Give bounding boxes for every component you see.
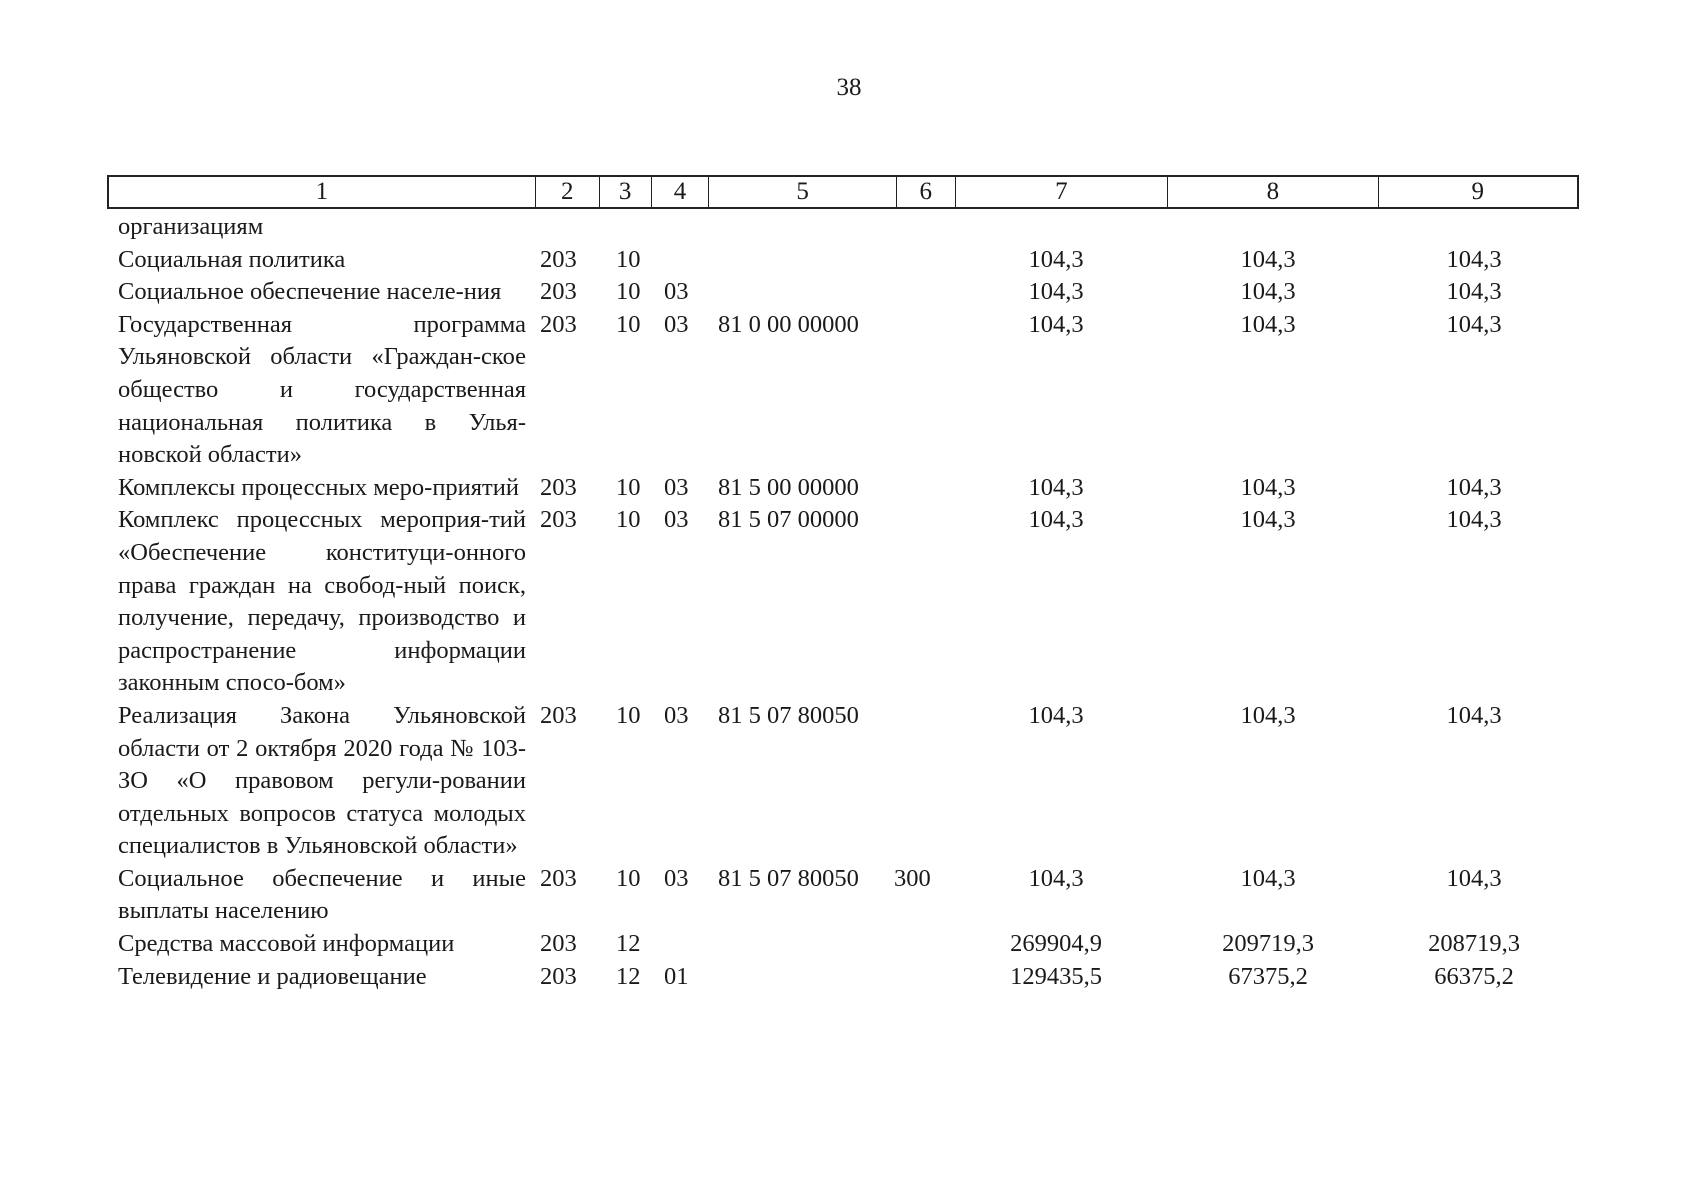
- table-row: [118, 863, 1580, 928]
- cell-col-5: [710, 928, 892, 961]
- cell-col-2: 203: [540, 930, 577, 958]
- cell-col-3: 12: [616, 962, 641, 990]
- cell-col-6: [892, 472, 950, 505]
- cell-col-4: 01: [664, 962, 689, 990]
- header-col-8: 8: [1168, 177, 1378, 207]
- cell-col-3: 10: [616, 506, 641, 534]
- cell-col-4: [658, 928, 710, 961]
- cell-col-2: 203: [540, 245, 577, 273]
- cell-col-3: 10: [616, 864, 641, 892]
- cell-col-9: 104,3: [1446, 278, 1502, 306]
- cell-col-3: [612, 211, 658, 244]
- cell-col-2: 203: [540, 864, 577, 892]
- row-name: Социальная политика: [118, 245, 346, 273]
- cell-col-8: 67375,2: [1228, 962, 1308, 990]
- cell-col-8: [1162, 211, 1374, 244]
- cell-col-5: 81 5 07 00000: [718, 506, 859, 534]
- cell-col-6: [892, 700, 950, 863]
- cell-col-2: 203: [540, 506, 577, 534]
- cell-col-5: 81 5 07 80050: [718, 864, 859, 892]
- row-name: организациям: [118, 213, 264, 240]
- cell-col-3: 10: [616, 245, 641, 273]
- cell-col-2: 203: [540, 310, 577, 338]
- row-name: Телевидение и радиовещание: [118, 962, 427, 990]
- cell-col-6: [892, 504, 950, 700]
- cell-col-4: 03: [664, 278, 689, 306]
- row-name: Комплексы процессных меро-приятий: [118, 473, 519, 501]
- cell-col-5: 81 5 00 00000: [718, 473, 859, 501]
- header-col-1: 1: [109, 177, 536, 207]
- table-row: [118, 700, 1580, 863]
- row-name: Средства массовой информации: [118, 930, 455, 958]
- table-row: [118, 928, 1580, 961]
- table-row: [118, 472, 1580, 505]
- cell-col-7: 269904,9: [1010, 930, 1102, 958]
- cell-col-5: [710, 961, 892, 994]
- table-row: [118, 276, 1580, 309]
- header-col-7: 7: [956, 177, 1168, 207]
- cell-col-7: 104,3: [1028, 473, 1084, 501]
- cell-col-5: [710, 211, 892, 244]
- table-row: [118, 211, 1580, 244]
- header-col-5: 5: [709, 177, 896, 207]
- cell-col-9: [1374, 211, 1574, 244]
- cell-col-9: 66375,2: [1434, 962, 1514, 990]
- table-row: [118, 504, 1580, 700]
- cell-col-9: 104,3: [1446, 245, 1502, 273]
- cell-col-7: 104,3: [1028, 506, 1084, 534]
- row-name: Реализация Закона Ульяновской области от 2 октября 2020 года № 103-ЗО «О правовом регули-ровании отдельных вопросов статуса молодых специалистов в Ульяновской области»: [118, 701, 526, 860]
- row-name: Социальное обеспечение населе-ния: [118, 278, 502, 306]
- cell-col-2: 203: [540, 278, 577, 306]
- cell-col-3: 10: [616, 701, 641, 729]
- cell-col-6: [892, 928, 950, 961]
- cell-col-7: [950, 211, 1162, 244]
- page-number: 38: [836, 74, 862, 101]
- cell-col-9: 104,3: [1446, 701, 1502, 729]
- cell-col-3: 10: [616, 278, 641, 306]
- cell-col-2: 203: [540, 701, 577, 729]
- cell-col-8: 104,3: [1240, 278, 1296, 306]
- cell-col-3: 10: [616, 310, 641, 338]
- cell-col-9: 104,3: [1446, 310, 1502, 338]
- cell-col-4: 03: [664, 506, 689, 534]
- cell-col-2: [540, 211, 612, 244]
- cell-col-6: [892, 211, 950, 244]
- cell-col-9: 104,3: [1446, 864, 1502, 892]
- cell-col-4: 03: [664, 473, 689, 501]
- cell-col-2: 203: [540, 473, 577, 501]
- cell-col-9: 208719,3: [1428, 930, 1520, 958]
- cell-col-8: 104,3: [1240, 864, 1296, 892]
- cell-col-4: 03: [664, 701, 689, 729]
- cell-col-5: [710, 276, 892, 309]
- cell-col-7: 104,3: [1028, 701, 1084, 729]
- header-col-9: 9: [1471, 178, 1484, 205]
- cell-col-4: [658, 211, 710, 244]
- cell-col-8: 104,3: [1240, 310, 1296, 338]
- table-row: [118, 309, 1580, 472]
- cell-col-2: 203: [540, 962, 577, 990]
- cell-col-7: 104,3: [1028, 278, 1084, 306]
- table-row: [118, 961, 1580, 994]
- cell-col-8: 104,3: [1240, 473, 1296, 501]
- cell-col-6: [892, 276, 950, 309]
- cell-col-3: 12: [616, 930, 641, 958]
- cell-col-6: [892, 244, 950, 277]
- cell-col-8: 209719,3: [1222, 930, 1314, 958]
- header-col-2: 2: [536, 177, 600, 207]
- cell-col-4: 03: [664, 310, 689, 338]
- cell-col-3: 10: [616, 473, 641, 501]
- header-col-4: 4: [652, 177, 710, 207]
- cell-col-8: 104,3: [1240, 701, 1296, 729]
- row-name: Социальное обеспечение и иные выплаты населению: [118, 864, 526, 925]
- cell-col-4: [658, 244, 710, 277]
- cell-col-9: 104,3: [1446, 473, 1502, 501]
- row-name: Комплекс процессных мероприя-тий «Обеспечение конституци-онного права граждан на свобод-ный поиск, получение, передачу, производство и распространение информации законным спосо-бом»: [118, 506, 526, 697]
- cell-col-6: 300: [894, 864, 931, 892]
- cell-col-9: 104,3: [1446, 506, 1502, 534]
- table-header: [107, 175, 1579, 209]
- cell-col-4: 03: [664, 864, 689, 892]
- cell-col-6: [892, 961, 950, 994]
- table-row: [118, 244, 1580, 277]
- cell-col-7: 104,3: [1028, 245, 1084, 273]
- cell-col-8: 104,3: [1240, 506, 1296, 534]
- cell-col-7: 104,3: [1028, 864, 1084, 892]
- cell-col-7: 104,3: [1028, 310, 1084, 338]
- cell-col-8: 104,3: [1240, 245, 1296, 273]
- cell-col-6: [892, 309, 950, 472]
- cell-col-5: 81 0 00 00000: [718, 310, 859, 338]
- table-body: [118, 211, 1580, 993]
- header-col-3: 3: [600, 177, 652, 207]
- cell-col-5: 81 5 07 80050: [718, 701, 859, 729]
- cell-col-5: [710, 244, 892, 277]
- row-name: Государственная программа Ульяновской области «Граждан-ское общество и государственная национальная политика в Улья-новской области»: [118, 310, 526, 469]
- cell-col-7: 129435,5: [1010, 962, 1102, 990]
- header-col-6: 6: [897, 177, 956, 207]
